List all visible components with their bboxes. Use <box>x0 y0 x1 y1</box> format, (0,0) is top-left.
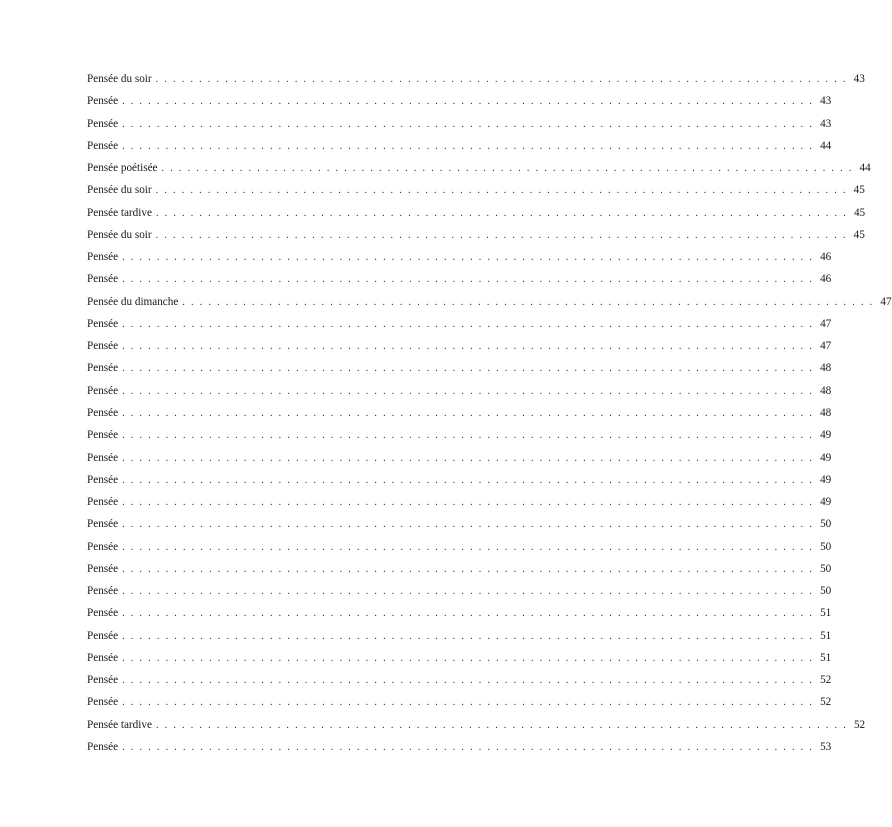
toc-entry-page: 44 <box>820 139 832 152</box>
dot-leader: ................................................................................ <box>122 608 819 620</box>
table-of-contents <box>87 68 892 758</box>
dot-leader: ................................................................................ <box>122 474 819 486</box>
dot-leader: ................................................................................ <box>182 296 879 308</box>
toc-entry-title: Pensée <box>87 273 119 286</box>
toc-entry-title: Pensée <box>87 429 119 442</box>
toc-entry[interactable] <box>87 335 832 357</box>
toc-entry[interactable] <box>87 647 832 669</box>
toc-entry-title: Pensée <box>87 139 119 152</box>
toc-entry-page: 49 <box>820 429 832 442</box>
dot-leader: ................................................................................ <box>155 207 852 219</box>
toc-entry-title: Pensée <box>87 451 119 464</box>
dot-leader: ................................................................................ <box>122 118 819 130</box>
toc-entry-page: 45 <box>853 228 865 241</box>
toc-entry[interactable] <box>87 291 892 313</box>
toc-entry[interactable] <box>87 580 832 602</box>
toc-entry-page: 51 <box>820 607 832 620</box>
toc-entry-page: 53 <box>820 740 832 753</box>
toc-entry-page: 51 <box>820 629 832 642</box>
toc-entry[interactable] <box>87 357 832 379</box>
toc-entry-page: 49 <box>820 451 832 464</box>
toc-entry[interactable] <box>87 224 865 246</box>
toc-entry[interactable] <box>87 513 832 535</box>
toc-entry-title: Pensée <box>87 562 119 575</box>
toc-entry-title: Pensée du soir <box>87 184 152 197</box>
dot-leader: ................................................................................ <box>122 452 819 464</box>
toc-entry-page: 51 <box>820 651 832 664</box>
dot-leader: ................................................................................ <box>155 719 852 731</box>
toc-entry-page: 45 <box>853 184 865 197</box>
toc-entry[interactable] <box>87 202 866 224</box>
toc-entry-title: Pensée <box>87 674 119 687</box>
toc-entry-page: 46 <box>820 273 832 286</box>
toc-entry[interactable] <box>87 491 832 513</box>
toc-entry[interactable] <box>87 714 866 736</box>
toc-entry-title: Pensée <box>87 406 119 419</box>
toc-entry-page: 43 <box>820 95 832 108</box>
dot-leader: ................................................................................ <box>122 563 819 575</box>
dot-leader: ................................................................................ <box>122 430 819 442</box>
dot-leader: ................................................................................ <box>122 497 819 509</box>
toc-entry[interactable] <box>87 313 832 335</box>
dot-leader: ................................................................................ <box>122 385 819 397</box>
toc-entry[interactable] <box>87 424 832 446</box>
toc-entry[interactable] <box>87 380 832 402</box>
toc-entry[interactable] <box>87 469 832 491</box>
toc-entry-page: 52 <box>853 718 866 731</box>
dot-leader: ................................................................................ <box>122 252 819 264</box>
toc-entry[interactable] <box>87 113 832 135</box>
dot-leader: ................................................................................ <box>122 630 819 642</box>
toc-entry-page: 48 <box>820 362 832 375</box>
toc-entry-title: Pensée du dimanche <box>87 295 179 308</box>
toc-entry-page: 49 <box>820 473 832 486</box>
dot-leader: ................................................................................ <box>122 140 819 152</box>
dot-leader: ................................................................................ <box>122 407 819 419</box>
toc-entry-page: 47 <box>820 340 832 353</box>
toc-entry-page: 50 <box>820 518 832 531</box>
toc-entry-page: 43 <box>820 117 832 130</box>
toc-entry-page: 50 <box>820 585 832 598</box>
toc-entry-page: 49 <box>820 496 832 509</box>
dot-leader: ................................................................................ <box>155 229 852 241</box>
toc-entry-title: Pensée du soir <box>87 73 152 85</box>
toc-entry-title: Pensée <box>87 540 119 553</box>
dot-leader: ................................................................................ <box>122 586 819 598</box>
toc-entry[interactable] <box>87 179 865 201</box>
dot-leader: ................................................................................ <box>122 652 819 664</box>
toc-entry-title: Pensée <box>87 251 119 264</box>
toc-entry-title: Pensée <box>87 518 119 531</box>
toc-entry[interactable] <box>87 402 832 424</box>
toc-entry-page: 44 <box>859 162 871 175</box>
toc-entry-title: Pensée du soir <box>87 228 152 241</box>
toc-entry-page: 47 <box>820 317 832 330</box>
toc-entry-page: 50 <box>820 540 832 553</box>
dot-leader: ................................................................................ <box>122 274 819 286</box>
toc-entry-page: 52 <box>820 696 832 709</box>
toc-entry-title: Pensée <box>87 607 119 620</box>
toc-entry-title: Pensée tardive <box>87 718 152 731</box>
toc-entry[interactable] <box>87 268 832 290</box>
dot-leader: ................................................................................ <box>155 74 852 85</box>
toc-entry-page: 50 <box>820 562 832 575</box>
toc-entry-title: Pensée <box>87 340 119 353</box>
dot-leader: ................................................................................ <box>122 541 819 553</box>
toc-entry-page: 47 <box>880 295 892 308</box>
dot-leader: ................................................................................ <box>122 363 819 375</box>
toc-entry[interactable] <box>87 558 832 580</box>
toc-entry[interactable] <box>87 625 832 647</box>
toc-entry-title: Pensée <box>87 740 119 753</box>
toc-entry-title: Pensée <box>87 317 119 330</box>
toc-entry[interactable] <box>87 691 832 713</box>
toc-entry[interactable] <box>87 246 832 268</box>
toc-entry-title: Pensée <box>87 473 119 486</box>
toc-entry-title: Pensée <box>87 362 119 375</box>
toc-entry-title: Pensée tardive <box>87 206 152 219</box>
toc-entry-page: 48 <box>820 384 832 397</box>
toc-entry[interactable] <box>87 736 832 758</box>
dot-leader: ................................................................................ <box>122 96 819 108</box>
toc-entry[interactable] <box>87 68 865 90</box>
dot-leader: ................................................................................ <box>122 675 819 687</box>
dot-leader: ................................................................................ <box>155 185 852 197</box>
dot-leader: ................................................................................ <box>122 318 819 330</box>
toc-entry-title: Pensée <box>87 496 119 509</box>
toc-entry[interactable] <box>87 602 832 624</box>
toc-entry-title: Pensée poétisée <box>87 162 158 175</box>
toc-entry-title: Pensée <box>87 117 119 130</box>
toc-entry-title: Pensée <box>87 651 119 664</box>
toc-entry-page: 43 <box>853 73 865 85</box>
dot-leader: ................................................................................ <box>122 697 819 709</box>
dot-leader: ................................................................................ <box>122 519 819 531</box>
toc-entry[interactable] <box>87 90 832 112</box>
toc-entry[interactable] <box>87 536 832 558</box>
toc-entry[interactable] <box>87 135 832 157</box>
dot-leader: ................................................................................ <box>122 741 819 753</box>
toc-entry-page: 45 <box>853 206 866 219</box>
toc-entry[interactable] <box>87 157 871 179</box>
toc-entry[interactable] <box>87 669 832 691</box>
dot-leader: ................................................................................ <box>161 163 858 175</box>
dot-leader: ................................................................................ <box>122 341 819 353</box>
toc-entry-title: Pensée <box>87 629 119 642</box>
toc-entry-page: 48 <box>820 406 832 419</box>
toc-entry-page: 46 <box>820 251 832 264</box>
toc-entry-title: Pensée <box>87 95 119 108</box>
toc-entry-title: Pensée <box>87 696 119 709</box>
toc-entry-page: 52 <box>820 674 832 687</box>
toc-entry-title: Pensée <box>87 585 119 598</box>
toc-entry[interactable] <box>87 447 832 469</box>
toc-entry-title: Pensée <box>87 384 119 397</box>
